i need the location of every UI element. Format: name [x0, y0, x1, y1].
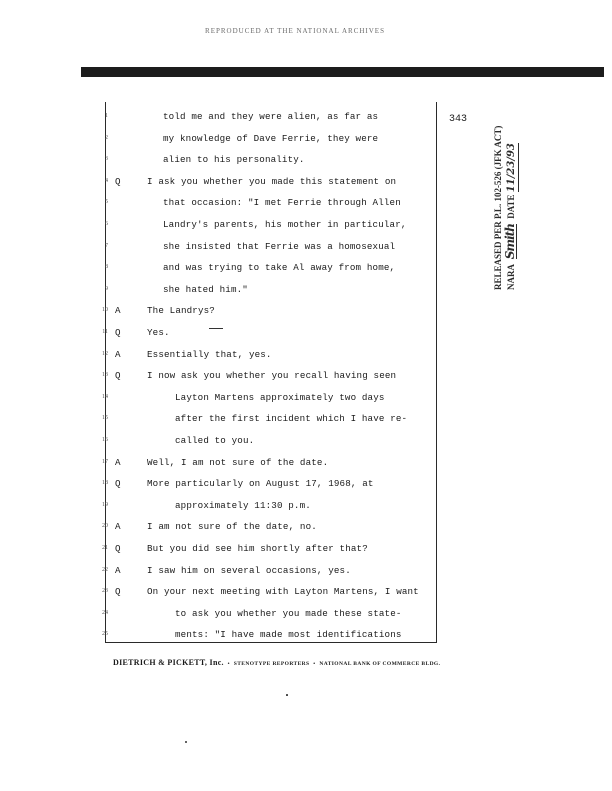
line-number: 14: [102, 393, 108, 400]
transcript-text: More particularly on August 17, 1968, at: [147, 478, 374, 490]
line-number: 17: [102, 458, 108, 465]
transcript-line: [0, 305, 440, 325]
speaker-label: Q: [115, 175, 121, 187]
transcript-line: [0, 176, 440, 196]
transcript-line: [0, 241, 440, 261]
speaker-label: Q: [115, 543, 121, 554]
line-number: 12: [102, 350, 108, 357]
line-number: 22: [102, 566, 108, 573]
line-number: 5: [105, 199, 108, 206]
release-stamp-date-label: DATE: [506, 194, 516, 219]
transcript-text: Landry's parents, his mother in particular,: [163, 219, 407, 230]
line-number: 15: [102, 415, 108, 422]
transcript-line: [0, 608, 440, 628]
transcript-text: to ask you whether you made these state-: [175, 607, 402, 619]
transcript-text: ments: "I have made most identifications: [175, 629, 402, 641]
speaker-label: A: [115, 305, 121, 317]
speaker-label: Q: [115, 370, 121, 382]
line-number: 7: [105, 242, 108, 249]
transcript-text: approximately 11:30 p.m.: [175, 499, 311, 511]
transcript-line: [0, 457, 440, 477]
transcript-line: [0, 629, 440, 649]
transcript-text: alien to his personality.: [163, 154, 305, 166]
line-number: 18: [102, 480, 108, 487]
speaker-label: A: [115, 521, 121, 533]
transcript-text: Well, I am not sure of the date.: [147, 456, 329, 468]
scan-speck: [185, 741, 187, 743]
transcript-text: I am not sure of the date, no.: [147, 521, 317, 533]
footer: [113, 658, 473, 667]
line-number: 1: [105, 113, 108, 119]
release-signature: Smith: [503, 224, 517, 260]
transcript-line: [0, 349, 440, 369]
speaker-label: A: [115, 456, 121, 468]
line-number: 2: [105, 134, 108, 141]
transcript-text: called to you.: [175, 435, 255, 446]
line-number: 23: [102, 588, 108, 595]
scan-speck: [209, 328, 223, 329]
line-number: 6: [105, 221, 108, 227]
line-number: 9: [105, 285, 108, 292]
transcript-line: [0, 111, 440, 131]
footer-separator: •: [311, 661, 318, 667]
line-number: 21: [102, 545, 108, 551]
transcript-line: [0, 521, 440, 541]
transcript-line: [0, 370, 440, 390]
release-stamp-agency: NARA: [506, 264, 516, 290]
transcript-line: [0, 327, 440, 347]
transcript-text: she insisted that Ferrie was a homosexual: [163, 240, 396, 252]
transcript-text: Essentially that, yes.: [147, 348, 272, 360]
archives-header-stamp: REPRODUCED AT THE NATIONAL ARCHIVES: [205, 27, 385, 35]
release-stamp: [492, 90, 519, 290]
transcript-line: [0, 197, 440, 217]
line-number: 25: [102, 631, 108, 638]
transcript-text: that occasion: "I met Ferrie through Allen: [163, 197, 401, 209]
transcript-line: [0, 565, 440, 585]
transcript-line: [0, 478, 440, 498]
line-number: 11: [102, 329, 108, 335]
header-rule: [81, 67, 604, 77]
speaker-label: Q: [115, 327, 121, 338]
transcript-line: [0, 500, 440, 520]
transcript-text: But you did see him shortly after that?: [147, 543, 368, 554]
transcript-text: I ask you whether you made this statement on: [147, 175, 397, 187]
line-number: 4: [105, 177, 108, 184]
transcript-text: I saw him on several occasions, yes.: [147, 564, 351, 576]
transcript-line: [0, 284, 440, 304]
transcript-text: Yes.: [147, 327, 170, 338]
transcript-line: [0, 586, 440, 606]
transcript-text: and was trying to take Al away from home,: [163, 262, 396, 274]
transcript-line: [0, 154, 440, 174]
transcript-text: The Landrys?: [147, 305, 215, 317]
transcript-text: I now ask you whether you recall having seen: [147, 370, 397, 382]
transcript-line: [0, 435, 440, 455]
footer-address: NATIONAL BANK OF COMMERCE BLDG.: [319, 661, 441, 667]
footer-separator: •: [225, 661, 232, 667]
transcript-text: Layton Martens approximately two days: [175, 391, 385, 403]
transcript-text: told me and they were alien, as far as: [163, 111, 379, 122]
line-number: 3: [105, 156, 108, 163]
line-number: 20: [102, 523, 108, 530]
line-number: 24: [102, 609, 108, 616]
transcript-text: she hated him.": [163, 283, 248, 295]
scan-speck: [286, 694, 288, 696]
line-number: 19: [102, 501, 108, 508]
line-number: 10: [102, 307, 108, 314]
footer-role: STENOTYPE REPORTERS: [233, 661, 310, 667]
transcript-text: after the first incident which I have re-: [175, 413, 408, 425]
release-stamp-line-2: [504, 90, 519, 290]
speaker-label: A: [115, 564, 121, 576]
transcript-line: [0, 133, 440, 153]
transcript-text: On your next meeting with Layton Martens, I want: [147, 586, 419, 598]
transcript-line: [0, 392, 440, 412]
page-number: 343: [449, 114, 468, 125]
speaker-label: Q: [115, 586, 121, 598]
line-number: 16: [102, 437, 108, 443]
transcript-line: [0, 413, 440, 433]
line-number: 13: [102, 372, 108, 379]
speaker-label: A: [115, 348, 121, 360]
transcript-text: my knowledge of Dave Ferrie, they were: [163, 132, 379, 144]
speaker-label: Q: [115, 478, 121, 490]
release-stamp-line-1: RELEASED PER P.L. 102-526 (JFK ACT): [493, 125, 503, 290]
transcript-line: [0, 543, 440, 563]
release-date: 11/23/93: [506, 143, 517, 193]
line-number: 8: [105, 264, 108, 271]
transcript-line: [0, 219, 440, 239]
footer-firm-name: DIETRICH & PICKETT, Inc.: [113, 658, 224, 667]
transcript-line: [0, 262, 440, 282]
